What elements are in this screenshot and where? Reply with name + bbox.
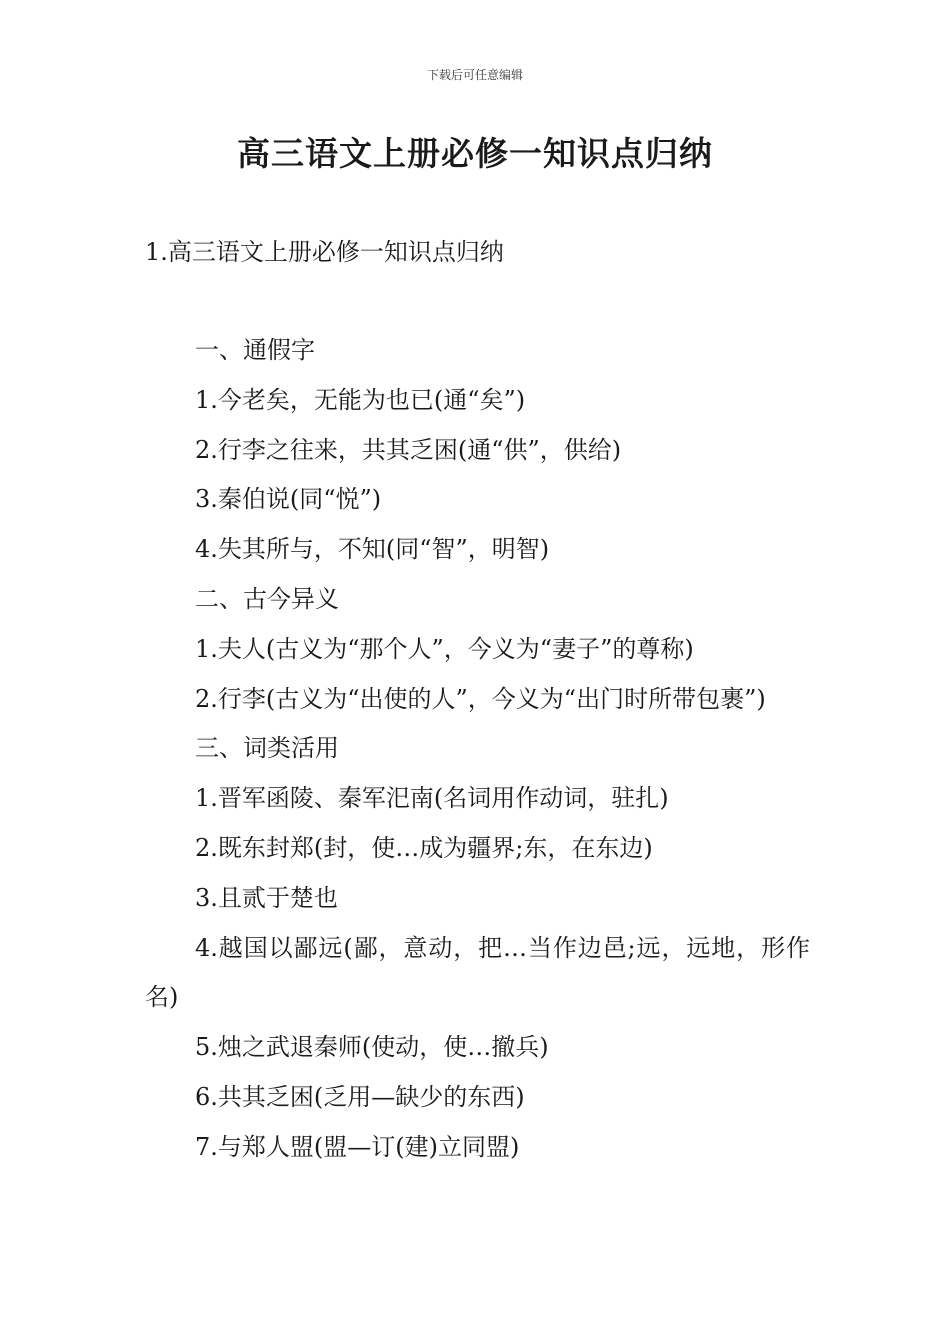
list-item: 1.今老矣，无能为也已(通“矣”): [195, 385, 526, 414]
heading-tongjiazi: 一、通假字: [195, 336, 315, 364]
heading-cileihuoyong: 三、词类活用: [195, 734, 339, 763]
list-item: 2.行李(古义为“出使的人”，今义为“出门时所带包裹”): [195, 684, 766, 713]
list-item: 6.共其乏困(乏用—缺少的东西): [195, 1082, 525, 1111]
list-item: 4.越国以鄙远(鄙，意动，把…当作边邑;远，远地，形作名): [145, 933, 810, 1012]
document-title: 高三语文上册必修一知识点归纳: [237, 134, 713, 173]
list-item: 7.与郑人盟(盟—订(建)立同盟): [195, 1132, 520, 1161]
list-item: 1.晋军函陵、秦军汜南(名词用作动词，驻扎): [195, 784, 669, 813]
list-item: 3.且贰于楚也: [195, 883, 338, 912]
list-item: 3.秦伯说(同“悦”): [195, 485, 382, 514]
list-item: 1.夫人(古义为“那个人”，今义为“妻子”的尊称): [195, 634, 694, 663]
list-item: 2.既东封郑(封，使…成为疆界;东，在东边): [195, 833, 653, 862]
list-item: 5.烛之武退秦师(使动，使…撤兵): [195, 1033, 549, 1062]
heading-gujinyiyi: 二、古今异义: [195, 584, 339, 613]
document-body: [145, 326, 810, 1173]
list-item: 4.失其所与，不知(同“智”，明智): [195, 535, 550, 564]
section-heading: 1.高三语文上册必修一知识点归纳: [145, 238, 504, 266]
list-item: 2.行李之往来，共其乏困(通“供”，供给): [195, 435, 622, 464]
header-note: 下载后可任意编辑: [426, 68, 523, 82]
